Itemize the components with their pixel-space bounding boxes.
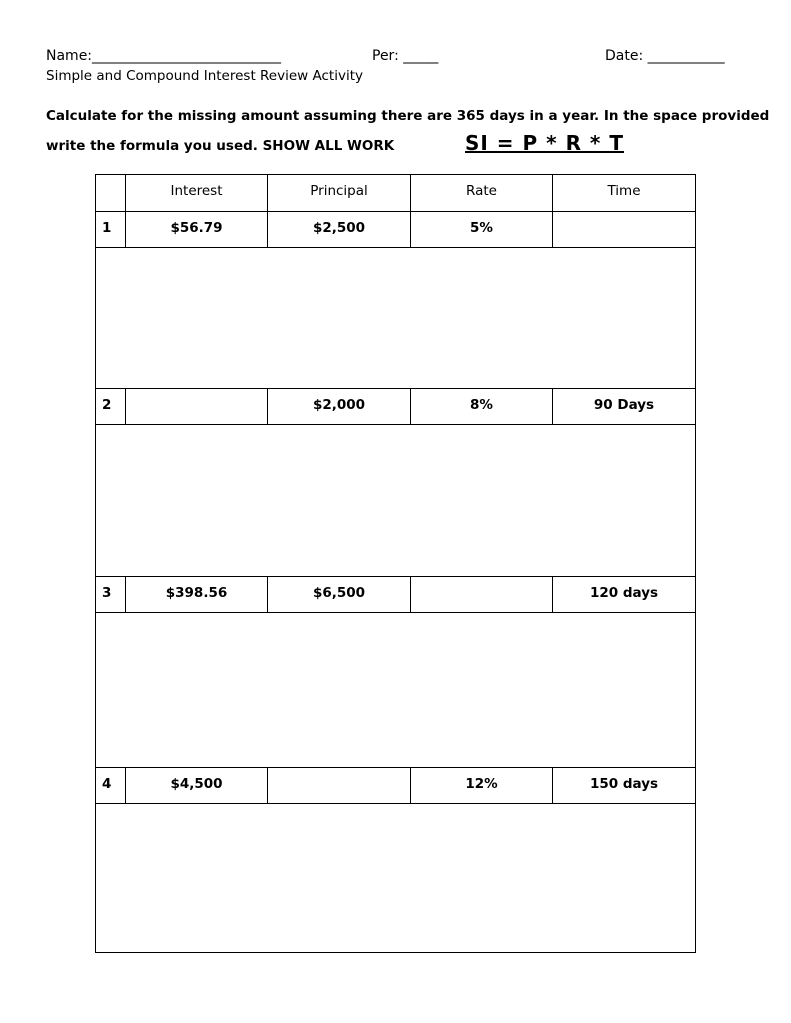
principal-cell: $6,500 [268, 577, 411, 613]
table-row [96, 212, 696, 248]
principal-cell: $2,000 [268, 389, 411, 425]
simple-interest-formula: SI = P * R * T [465, 131, 624, 155]
rate-cell: 8% [411, 389, 553, 425]
time-cell: 90 Days [553, 389, 696, 425]
work-space-row [96, 804, 696, 953]
interest-worksheet-table [95, 174, 696, 953]
date-field-label: Date: ___________ [605, 48, 725, 64]
work-space [96, 248, 696, 389]
problem-number: 4 [96, 768, 126, 804]
time-cell: 120 days [553, 577, 696, 613]
column-header-rate: Rate [411, 175, 553, 212]
name-field-label: Name:___________________________ [46, 48, 282, 64]
interest-cell: $4,500 [126, 768, 268, 804]
principal-cell: $2,500 [268, 212, 411, 248]
table-row [96, 768, 696, 804]
worksheet-subtitle: Simple and Compound Interest Review Activity [46, 68, 363, 84]
instructions-line-2: write the formula you used. SHOW ALL WORK [46, 138, 395, 154]
problem-number: 1 [96, 212, 126, 248]
table-header-row [96, 175, 696, 212]
column-header-time: Time [553, 175, 696, 212]
time-cell [553, 212, 696, 248]
work-space [96, 425, 696, 577]
period-field-label: Per: _____ [372, 48, 439, 64]
problem-number: 2 [96, 389, 126, 425]
column-header-number [96, 175, 126, 212]
work-space [96, 613, 696, 768]
rate-cell: 12% [411, 768, 553, 804]
table-row [96, 389, 696, 425]
rate-cell [411, 577, 553, 613]
time-cell: 150 days [553, 768, 696, 804]
work-space [96, 804, 696, 953]
principal-cell [268, 768, 411, 804]
work-space-row [96, 248, 696, 389]
interest-cell: $56.79 [126, 212, 268, 248]
column-header-principal: Principal [268, 175, 411, 212]
table-row [96, 577, 696, 613]
column-header-interest: Interest [126, 175, 268, 212]
interest-cell: $398.56 [126, 577, 268, 613]
problem-number: 3 [96, 577, 126, 613]
interest-cell [126, 389, 268, 425]
instructions-line-1: Calculate for the missing amount assuming there are 365 days in a year. In the space provided [46, 108, 770, 124]
rate-cell: 5% [411, 212, 553, 248]
work-space-row [96, 425, 696, 577]
work-space-row [96, 613, 696, 768]
